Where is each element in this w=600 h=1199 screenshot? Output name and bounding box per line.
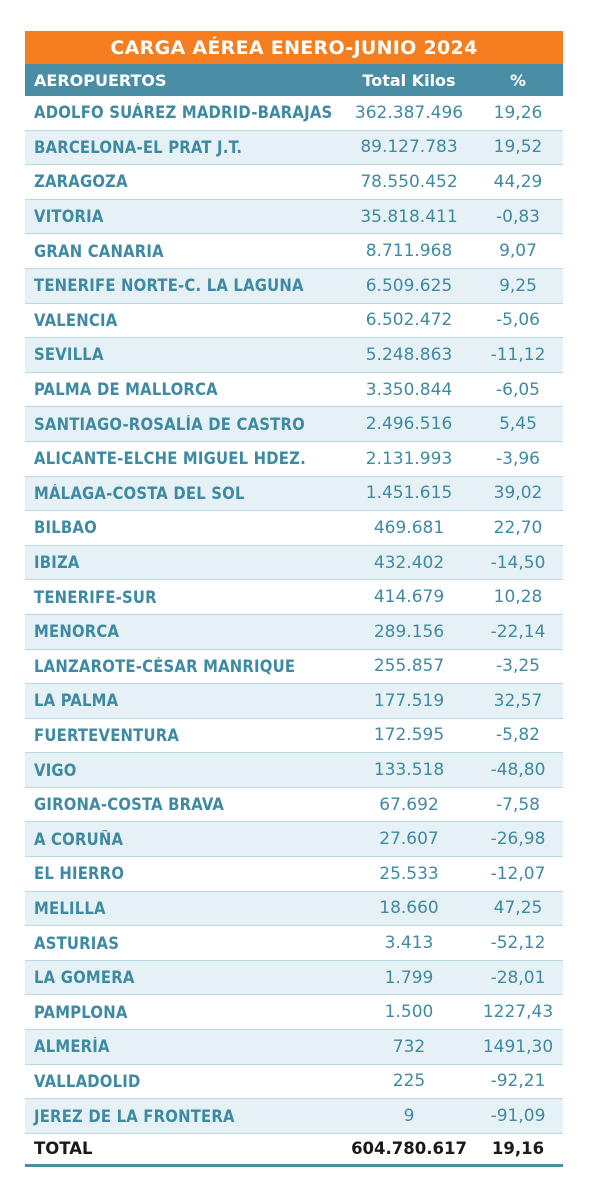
percent-value: 10,28 [493,587,543,608]
percent-value: 1227,43 [482,1002,554,1023]
airport-name: SANTIAGO-ROSALÍA DE CASTRO [34,414,305,434]
table-row [25,926,563,961]
total-kilos-value: 27.607 [379,829,439,850]
percent-value: 19,26 [493,102,543,123]
header-airports: AEROPUERTOS [34,70,167,90]
total-kilos-value: 414.679 [373,587,445,608]
airport-name: PAMPLONA [34,1002,128,1022]
total-kilos-value: 2.131.993 [365,448,453,469]
percent-value: -3,96 [496,448,540,469]
table-row [25,961,563,996]
table-row [25,165,563,200]
total-kilos-value: 78.550.452 [360,171,458,192]
percent-value: 1491,30 [482,1036,554,1057]
total-kilos-value: 5.248.863 [365,344,453,365]
percent-value: -5,82 [496,725,540,746]
airport-name: ASTURIAS [34,933,120,953]
table-row [25,684,563,719]
table-row [25,788,563,823]
table-row [25,373,563,408]
airport-name: MELILLA [34,898,106,918]
total-kilos-value: 25.533 [379,863,439,884]
table-row [25,304,563,339]
table-row [25,338,563,373]
airport-name: BILBAO [34,518,97,538]
airport-name: TENERIFE NORTE-C. LA LAGUNA [34,276,304,296]
percent-value: 9,07 [499,241,537,262]
percent-value: 47,25 [493,898,543,919]
airport-name: VALLADOLID [34,1071,141,1091]
percent-value: 9,25 [499,275,537,296]
total-kilos-value: 6.502.472 [365,310,453,331]
airport-name: ALMERÍA [34,1037,110,1057]
table-body [25,96,563,1134]
table-row [25,1099,563,1134]
table-row [25,234,563,269]
airport-name: ALICANTE-ELCHE MIGUEL HDEZ. [34,449,306,469]
airport-name: LANZAROTE-CÉSAR MANRIQUE [34,656,296,676]
table-row [25,822,563,857]
percent-value: -12,07 [490,863,546,884]
airport-name: JEREZ DE LA FRONTERA [34,1106,235,1126]
table-title: CARGA AÉREA ENERO-JUNIO 2024 [25,31,563,64]
total-kilos-value: 1.799 [384,967,434,988]
percent-value: -3,25 [496,656,540,677]
total-kilos-value: 2.496.516 [365,414,453,435]
airport-name: GRAN CANARIA [34,241,164,261]
airport-name: BARCELONA-EL PRAT J.T. [34,137,243,157]
percent-value: -14,50 [490,552,546,573]
percent-value: -26,98 [490,829,546,850]
airport-name: GIRONA-COSTA BRAVA [34,795,225,815]
percent-value: -91,09 [490,1106,546,1127]
total-kilos-value: 35.818.411 [360,206,458,227]
total-kilos-value: 3.413 [384,933,434,954]
table-row [25,407,563,442]
total-kilos-value: 1.500 [384,1002,434,1023]
airport-name: LA GOMERA [34,968,135,988]
table-header [25,64,563,96]
table-row [25,857,563,892]
airport-name: EL HIERRO [34,864,125,884]
total-kilos-value: 18.660 [379,898,439,919]
header-total-kilos: Total Kilos [362,70,456,90]
percent-value: -7,58 [496,794,540,815]
percent-value: -5,06 [496,310,540,331]
total-kilos-value: 432.402 [373,552,445,573]
table-row [25,511,563,546]
total-kilos-value: 67.692 [379,794,439,815]
total-kilos: 604.780.617 [351,1139,467,1159]
total-kilos-value: 289.156 [373,621,445,642]
airport-name: SEVILLA [34,345,104,365]
percent-value: 19,52 [493,137,543,158]
percent-value: 5,45 [499,414,537,435]
total-label: TOTAL [34,1139,93,1159]
table-row [25,96,563,131]
airport-name: MENORCA [34,622,120,642]
airport-name: PALMA DE MALLORCA [34,380,218,400]
airport-name: LA PALMA [34,691,119,711]
table-row [25,477,563,512]
table-row [25,546,563,581]
table-row [25,892,563,927]
total-kilos-value: 172.595 [373,725,445,746]
table-row [25,442,563,477]
airport-name: VIGO [34,760,77,780]
percent-value: -11,12 [490,344,546,365]
percent-value: -28,01 [490,967,546,988]
total-percent: 19,16 [491,1139,545,1159]
percent-value: 22,70 [493,517,543,538]
table-row [25,269,563,304]
table-row [25,995,563,1030]
total-kilos-value: 6.509.625 [365,275,453,296]
table-row [25,1030,563,1065]
percent-value: -22,14 [490,621,546,642]
airport-name: TENERIFE-SUR [34,587,157,607]
total-kilos-value: 225 [392,1071,426,1092]
total-kilos-value: 255.857 [373,656,445,677]
total-kilos-value: 362.387.496 [354,102,464,123]
airport-name: VALENCIA [34,310,118,330]
table-row [25,200,563,235]
airport-name: MÁLAGA-COSTA DEL SOL [34,483,245,503]
air-cargo-table [25,31,563,1167]
airport-name: FUERTEVENTURA [34,725,180,745]
percent-value: -48,80 [490,760,546,781]
airport-name: ADOLFO SUÁREZ MADRID-BARAJAS [34,103,333,123]
total-kilos-value: 732 [392,1036,426,1057]
percent-value: 44,29 [493,171,543,192]
table-row [25,753,563,788]
table-row [25,1065,563,1100]
table-row [25,719,563,754]
airport-name: VITORIA [34,207,104,227]
total-kilos-value: 3.350.844 [365,379,453,400]
table-row [25,615,563,650]
table-row [25,580,563,615]
total-row [25,1134,563,1167]
percent-value: 32,57 [493,690,543,711]
total-kilos-value: 9 [403,1106,415,1127]
percent-value: -52,12 [490,933,546,954]
table-row [25,131,563,166]
total-kilos-value: 133.518 [373,760,445,781]
total-kilos-value: 8.711.968 [365,241,453,262]
total-kilos-value: 469.681 [373,517,445,538]
header-percent: % [509,70,527,90]
airport-name: IBIZA [34,553,80,573]
airport-name: A CORUÑA [34,829,124,849]
airport-name: ZARAGOZA [34,172,128,192]
percent-value: 39,02 [493,483,543,504]
percent-value: -6,05 [496,379,540,400]
table-row [25,650,563,685]
total-kilos-value: 1.451.615 [365,483,453,504]
total-kilos-value: 89.127.783 [360,137,458,158]
percent-value: -92,21 [490,1071,546,1092]
total-kilos-value: 177.519 [373,690,445,711]
percent-value: -0,83 [496,206,540,227]
